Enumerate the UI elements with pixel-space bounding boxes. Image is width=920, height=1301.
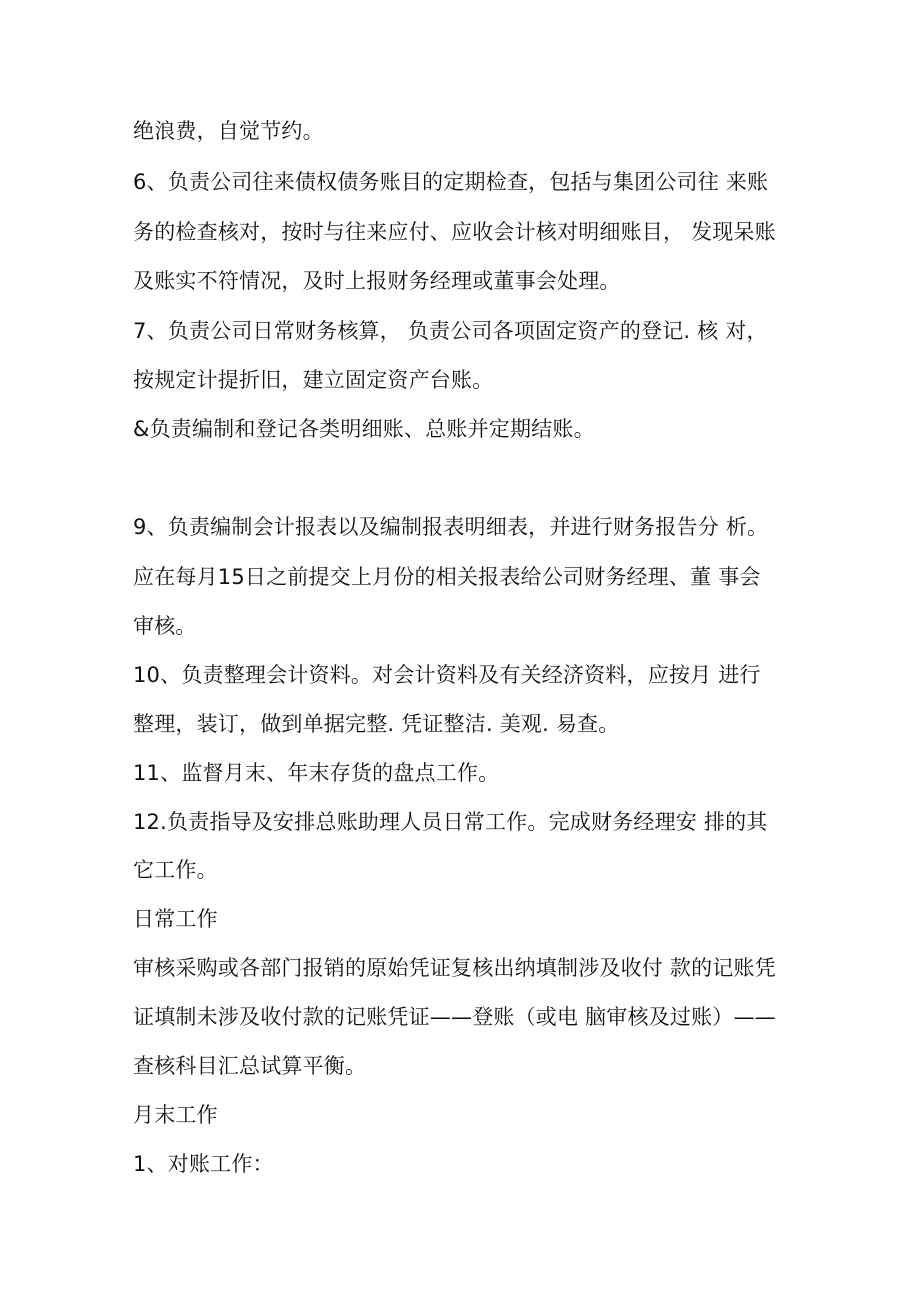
text-line: 审核。 — [133, 614, 197, 638]
text-line: 审核采购或各部门报销的原始凭证复核出纳填制涉及收付 款的记账凭 — [133, 956, 776, 980]
section-heading: 月末工作 — [133, 1103, 218, 1127]
text-line: 6、负责公司往来债权债务账目的定期检查，包括与集团公司往 来账 — [133, 170, 769, 194]
text-line: 查核科目汇总试算平衡。 — [133, 1054, 367, 1078]
text-line: 9、负责编制会计报表以及编制报表明细表，并进行财务报告分 析。 — [133, 515, 769, 539]
text-line: 10、负责整理会计资料。对会计资料及有关经济资料，应按月 进行 — [133, 663, 761, 687]
text-line: 它工作。 — [133, 858, 218, 882]
text-line: &负责编制和登记各类明细账、总账并定期结账。 — [133, 417, 595, 441]
text-line: 绝浪费，自觉节约。 — [133, 119, 324, 143]
text-line: 整理，装订，做到单据完整. 凭证整洁. 美观. 易查。 — [133, 712, 620, 736]
text-line: 应在每月15日之前提交上月份的相关报表给公司财务经理、董 事会 — [133, 565, 761, 589]
section-heading: 日常工作 — [133, 907, 218, 931]
text-line: 证填制未涉及收付款的记账凭证——登账（或电 脑审核及过账）—— — [133, 1005, 776, 1029]
text-line: 按规定计提折旧，建立固定资产台账。 — [133, 368, 494, 392]
text-line: 1、对账工作： — [133, 1152, 274, 1176]
text-line: 7、负责公司日常财务核算， 负责公司各项固定资产的登记. 核 对， — [133, 319, 768, 343]
text-line: 及账实不符情况，及时上报财务经理或董事会处理。 — [133, 269, 621, 293]
text-line: 11、监督月末、年末存货的盘点工作。 — [133, 761, 500, 785]
text-line: 务的检查核对，按时与往来应付、应收会计核对明细账目， 发现呆账 — [133, 220, 776, 244]
text-line: 12.负责指导及安排总账助理人员日常工作。完成财务经理安 排的其 — [133, 810, 768, 834]
